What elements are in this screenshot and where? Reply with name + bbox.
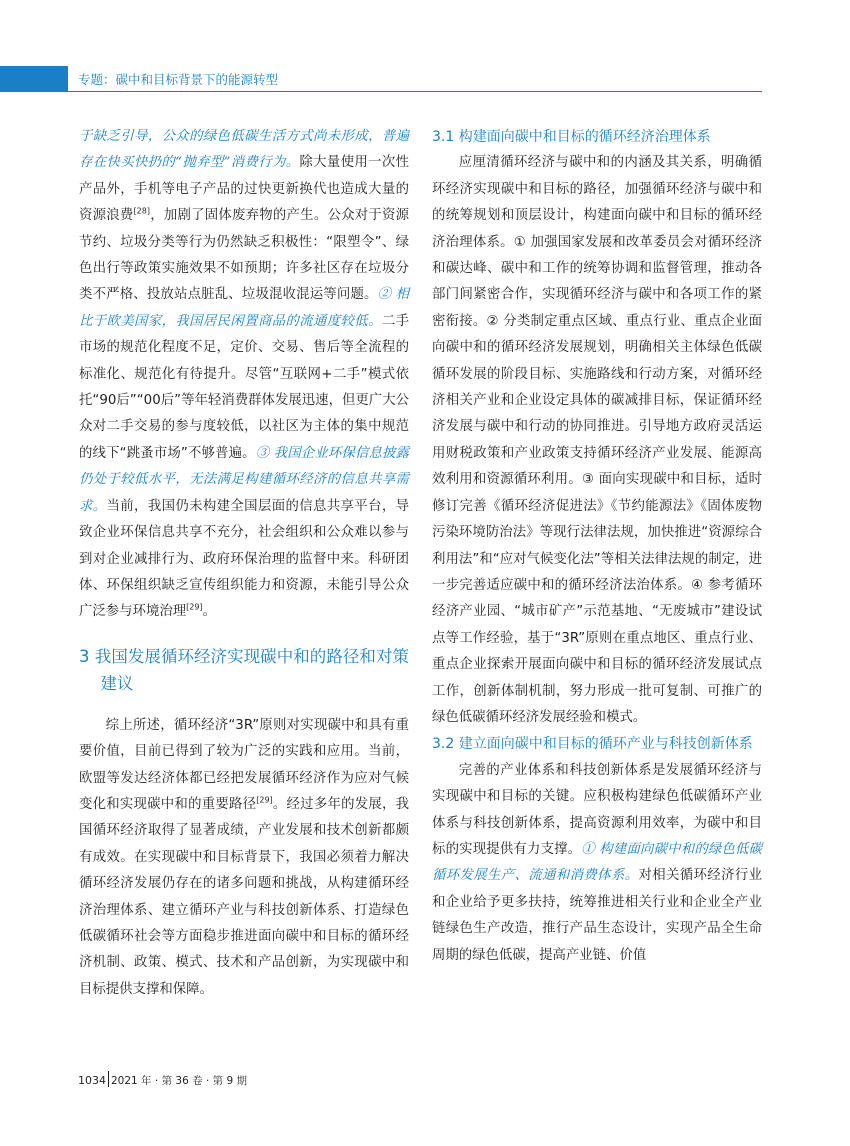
subsection-3-2-heading: 3.2 建立面向碳中和目标的循环产业与科技创新体系 [432,736,753,753]
citation-ref[interactable]: [29] [256,795,273,805]
body-text: 。经过多年的发展，我国循环经济取得了显著成绩，产业发展和技术创新都颇有成效。在实现碳中和目标背景下，我国必须着力解决循环经济发展仍存在的诸多问题和挑战，从构建循环经济治理体系、建立循环产业与科技创新体系、打造绿色低碳循环社会等方面稳步推进面向碳中和目标的循环经济机制、政策、模式、技术和产品创新，为实现碳中和目标提供支撑和保障。 [79,796,410,997]
section-3-heading: 3 我国发展循环经济实现碳中和的路径和对策建议 [79,646,409,693]
subsection-3-1-heading: 3.1 构建面向碳中和目标的循环经济治理体系 [432,129,711,145]
emphasis-text: ③ 我国企业环保信息披露仍处于较低水平，无法满足构建循环经济的信息共享需求。 [79,445,409,514]
citation-ref[interactable]: [28] [133,206,150,216]
body-text: 对相关循环经济行业和企业给予更多扶持，统筹推进相关行业和企业全产业链绿色生产改造，推行产品生态设计，实现产品全生命周期的绿色低碳，提高产业链、价值 [432,868,762,963]
page-footer [78,1071,247,1088]
emphasis-text: 于缺乏引导，公众的绿色低碳生活方式尚未形成，普遍存在快买快扔的“抛弃型”消费行为。 [79,129,409,171]
journal-issue: 2021 年 · 第 36 卷 · 第 9 期 [111,1075,247,1087]
paragraph-challenges [79,124,409,626]
paragraph-industry-innovation [432,758,762,969]
running-header-title: 专题：碳中和目标背景下的能源转型 [78,72,279,87]
body-text: 当前，我国仍未构建全国层面的信息共享平台，导致企业环保信息共享不充分，社会组织和公众难以参与到对企业减排行为、政府环保治理的监督中来。科研团体、环保组织缺乏宣传组织能力和资源，未能引导公众广泛参与环境治理 [79,498,409,620]
right-column [432,124,762,969]
body-text: 完善的产业体系和科技创新体系是发展循环经济与实现碳中和目标的关键。应积极构建绿色低碳循环产业体系与科技创新体系，提高资源利用效率，为碳中和目标的实现提供有力支撑。 [432,762,762,857]
body-text: 。 [202,604,216,620]
paragraph-summary [79,713,409,1003]
body-text: ，加剧了固体废弃物的产生。公众对于资源节约、垃圾分类等行为仍然缺乏积极性：“限塑令”、绿色出行等政策实施效果不如预期；许多社区存在垃圾分类不严格、投放站点脏乱、垃圾混收混运等问题。 [79,208,410,303]
header-accent-bar [0,66,68,92]
emphasis-text: ① 构建面向碳中和的绿色低碳循环发展生产、流通和消费体系。 [432,841,762,884]
left-column [79,124,409,1003]
body-text: 除大量使用一次性产品外，手机等电子产品的过快更新换代也造成大量的资源浪费 [79,155,409,224]
header-rule [68,91,762,92]
page-number: 1034 [78,1074,106,1087]
body-text: 二手市场的规范化程度不足，定价、交易、售后等全流程的标准化、规范化有待提升。尽管“互联网+二手”模式依托“90后”“00后”等年轻消费群体发展迅速，但更广大公众对二手交易的参与度较低，以社区为主体的集中规范的线下“跳蚤市场”不够普遍。 [79,313,409,461]
citation-ref[interactable]: [29] [186,602,203,612]
body-text: 综上所述，循环经济“3R”原则对实现碳中和具有重要价值，目前已得到了较为广泛的实践和应用。当前，欧盟等发达经济体都已经把发展循环经济作为应对气候变化和实现碳中和的重要路径 [79,717,409,812]
footer-divider [108,1071,109,1087]
paragraph-governance: 应厘清循环经济与碳中和的内涵及其关系，明确循环经济实现碳中和目标的路径，加强循环经济与碳中和的统筹规划和顶层设计，构建面向碳中和目标的循环经济治理体系。① 加强国家发展和改革委员会对循环经济和碳达峰、碳中和工作的统筹协调和监督管理，推动各部门间紧密合作，实现循环经济与碳中和各项工作的紧密衔接。② 分类制定重点区域、重点行业、重点企业面向碳中和的循环经济发展规划，明确相关主体绿色低碳循环发展的阶段目标、实施路线和行动方案，对循环经济相关产业和企业设定具体的碳减排目标，保证循环经济发展与碳中和行动的协同推进。引导地方政府灵活运用财税政策和产业政策支持循环经济产业发展、能源高效利用和资源循环利用。③ 面向实现碳中和目标，适时修订完善《循环经济促进法》《节约能源法》《固体废物污染环境防治法》等现行法律法规，加快推进“资源综合利用法”和“应对气候变化法”等相关法律法规的制定，进一步完善适应碳中和的循环经济法治体系。④ 参考循环经济产业园、“城市矿产”示范基地、“无废城市”建设试点等工作经验，基于“3R”原则在重点地区、重点行业、重点企业探索开展面向碳中和目标的循环经济发展试点工作，创新体制机制，努力形成一批可复制、可推广的绿色低碳循环经济发展经验和模式。 [432,155,762,725]
emphasis-text: ② 相比于欧美国家，我国居民闲置商品的流通度较低。 [79,287,409,329]
